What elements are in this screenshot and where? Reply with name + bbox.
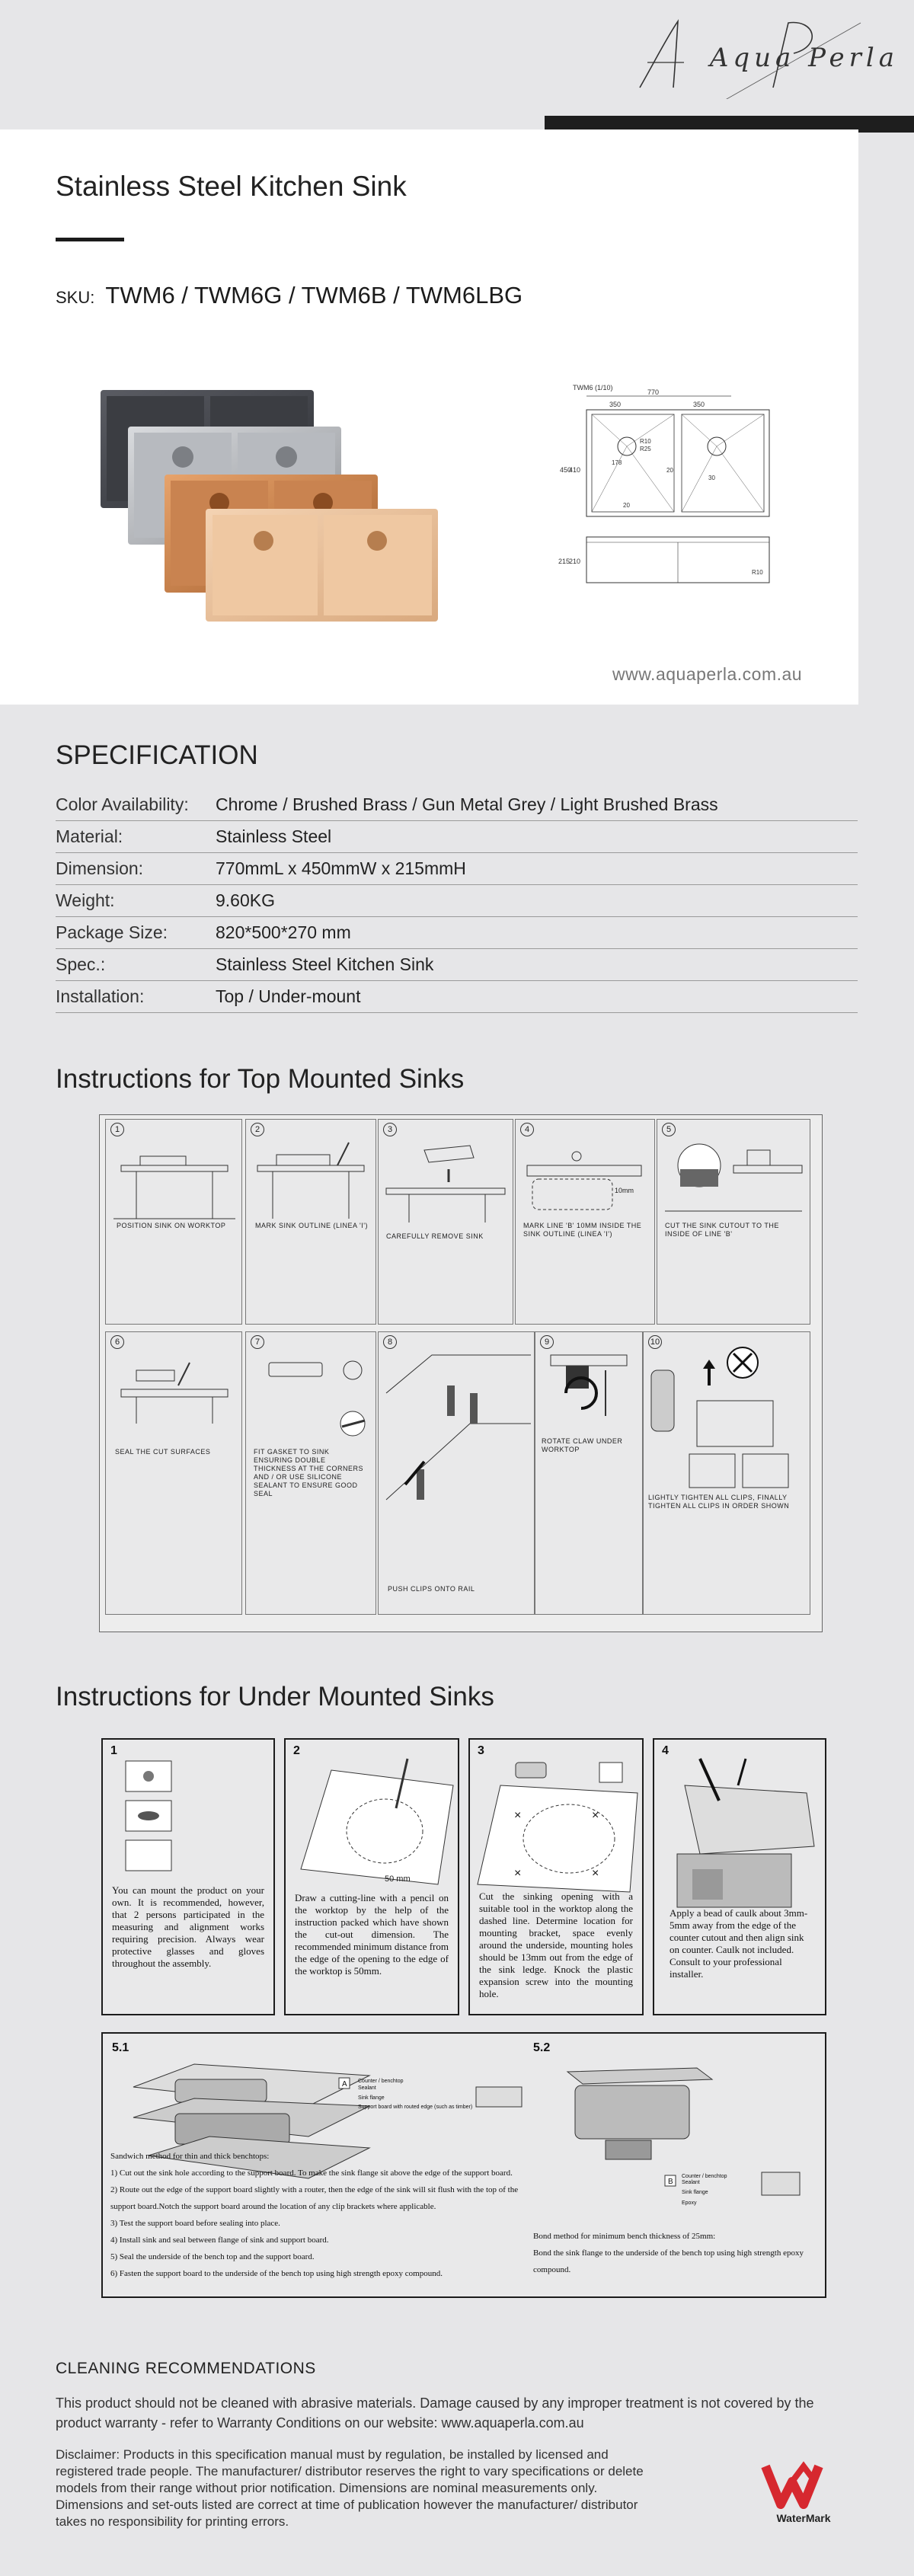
step-illustration xyxy=(470,1755,642,1900)
brand-name: Aqua Perla xyxy=(709,43,899,73)
drawing-inner: 410 xyxy=(569,466,581,474)
top-step-panel xyxy=(378,1119,513,1325)
spec-label: Spec.: xyxy=(56,954,106,974)
step-illustration xyxy=(644,1340,810,1492)
step-illustration xyxy=(246,1135,376,1226)
spec-heading: SPECIFICATION xyxy=(56,740,258,770)
spec-row xyxy=(56,821,858,853)
step-number: 3 xyxy=(383,1123,397,1136)
step-illustration xyxy=(246,1347,376,1439)
top-step-panel xyxy=(515,1119,655,1325)
under-step-panel xyxy=(653,1738,826,2015)
spec-label: Package Size: xyxy=(56,922,168,942)
spec-value: Chrome / Brushed Brass / Gun Metal Grey / Light Brushed Brass xyxy=(216,794,718,814)
x-mark-icon xyxy=(727,1347,758,1378)
spec-value: 770mmL x 450mmW x 215mmH xyxy=(216,858,466,878)
step-caption: ROTATE CLAW UNDER WORKTOP xyxy=(542,1437,623,1453)
step-text: You can mount the product on your own. It is recommended, however, that 2 persons participated in the measuring and alignment works requiring precision. Always wear protective glasses and gloves throughout the assembly. xyxy=(112,1884,264,1969)
legend-b: Sealant xyxy=(682,2180,700,2185)
label-a: A xyxy=(342,2080,347,2089)
sku-label: SKU: xyxy=(56,288,95,307)
step-number: 5.1 xyxy=(112,2041,129,2054)
spec-value: 9.60KG xyxy=(216,890,275,910)
drawing-h1: 215 xyxy=(558,558,570,565)
sink-render-image xyxy=(91,381,449,625)
top-step-panel xyxy=(643,1331,810,1615)
step-caption: PUSH CLIPS ONTO RAIL xyxy=(388,1585,475,1593)
disclaimer-text: Disclaimer: Products in this specification manual must by regulation, be installed by licensed and registered trade people. The manufacturer/ distributor reserves the right to vary specifications or delete models from their range without prior notification. Dimensions are nominal measurements only. Dimensions and set-outs listed are correct at time of publication however the manufacturer/ distributor takes no responsibility for printing errors. xyxy=(56,2447,644,2529)
watermark-label: WaterMark xyxy=(776,2512,831,2524)
step-dimension: 50 mm xyxy=(385,1874,411,1884)
cleaning-text: This product should not be cleaned with abrasive materials. Damage caused by any improper treatment is not covered by the product warranty - refer to Warranty Conditions on our website: www.aquaperla.com.au xyxy=(56,2395,814,2431)
svg-text:×: × xyxy=(514,1867,522,1880)
arrow-up-icon xyxy=(703,1360,715,1385)
step-number: 3 xyxy=(478,1744,484,1757)
spec-row xyxy=(56,885,858,917)
drawing-d1: 178 xyxy=(612,459,622,466)
page-title: Stainless Steel Kitchen Sink xyxy=(56,171,407,202)
svg-text:×: × xyxy=(514,1809,522,1822)
spec-label: Installation: xyxy=(56,986,145,1006)
step-caption: MARK SINK OUTLINE (LINEA 'I') xyxy=(255,1222,368,1229)
step-text: Apply a bead of caulk about 3mm-5mm away from the edge of the counter cutout and then align sink on counter. Caulk not included. Consult to your professional installer. xyxy=(670,1907,808,1980)
step-number: 4 xyxy=(662,1744,669,1757)
step-caption: MARK LINE 'B' 10MM INSIDE THE SINK OUTLINE (LINEA 'I') xyxy=(523,1222,642,1238)
legend-a: Sealant xyxy=(358,2085,376,2091)
spec-label: Dimension: xyxy=(56,858,144,878)
top-step-panel xyxy=(657,1119,810,1325)
spec-value: Stainless Steel xyxy=(216,826,332,846)
step-5-1-line: 4) Install sink and seal between flange of sink and support board. xyxy=(110,2236,329,2245)
step-illustration xyxy=(516,1135,654,1226)
step-5-2-text xyxy=(533,2228,807,2278)
legend-b: Sink flange xyxy=(682,2190,708,2195)
top-step-panel xyxy=(378,1331,535,1615)
legend-b: Counter / benchtop xyxy=(682,2174,727,2179)
step-illustration xyxy=(103,1755,273,1900)
step-text: Cut the sinking opening with a suitable tool in the worktop along the dashed line. Determine location for mounting bracket, space evenly around the underside, mounting holes should be 13mm out from the edge of the sink ledge. Knock the plastic expansion screw into the mounting hole. xyxy=(479,1890,633,1999)
watermark-logo xyxy=(758,2459,849,2512)
drawing-r2: R25 xyxy=(640,446,651,452)
step-caption: CAREFULLY REMOVE SINK xyxy=(386,1232,484,1240)
under-step-panel xyxy=(284,1738,459,2015)
step-number: 6 xyxy=(110,1335,124,1349)
step-number: 5.2 xyxy=(533,2041,551,2054)
step-caption: CUT THE SINK CUTOUT TO THE INSIDE OF LINE 'B' xyxy=(665,1222,779,1238)
spec-row xyxy=(56,789,858,821)
step-number: 7 xyxy=(251,1335,264,1349)
step-number: 5 xyxy=(662,1123,676,1136)
step-illustration xyxy=(106,1135,241,1226)
spec-label: Weight: xyxy=(56,890,115,910)
step-illustration xyxy=(535,1347,642,1439)
drawing-d3: 20 xyxy=(666,467,673,474)
spec-value: Stainless Steel Kitchen Sink xyxy=(216,954,434,974)
legend-a: Counter / benchtop xyxy=(358,2079,404,2084)
step-number: 1 xyxy=(110,1123,124,1136)
step-number: 9 xyxy=(540,1335,554,1349)
label-b: B xyxy=(668,2178,673,2186)
step-caption: FIT GASKET TO SINK ENSURING DOUBLE THICKNESS AT THE CORNERS AND / OR USE SILICONE SEALANT TO ENSURE GOOD SEAL xyxy=(254,1448,364,1497)
top-step-panel xyxy=(535,1331,643,1615)
spec-row xyxy=(56,981,858,1013)
drawing-r3: R10 xyxy=(752,569,763,576)
spec-row xyxy=(56,949,858,981)
top-step-panel xyxy=(105,1331,242,1615)
drawing-depth: 450 xyxy=(560,466,572,474)
legend-a: Sink flange xyxy=(358,2095,385,2101)
step-5-1-text xyxy=(110,2148,537,2282)
drawing-h2: 210 xyxy=(569,558,581,565)
spec-table xyxy=(56,789,858,1013)
step-caption: POSITION SINK ON WORKTOP xyxy=(117,1222,226,1229)
step-number: 8 xyxy=(383,1335,397,1349)
spec-label: Color Availability: xyxy=(56,794,189,814)
step-5-1-line: 2) Route out the edge of the support board slightly with a router, then the edge of the sink will sit flush with the top of the support board.Notch the support board around the location of any clip brackets where applicable. xyxy=(110,2185,519,2211)
drawing-overall-width: 770 xyxy=(647,388,660,396)
step-number: 2 xyxy=(293,1744,300,1757)
under-step-5-panel xyxy=(101,2032,826,2298)
drawing-bowl-right: 350 xyxy=(693,401,705,408)
top-step-panel xyxy=(245,1119,376,1325)
step-caption: SEAL THE CUT SURFACES xyxy=(115,1448,211,1456)
sku-value: TWM6 / TWM6G / TWM6B / TWM6LBG xyxy=(105,282,523,308)
drawing-d4: 30 xyxy=(708,475,715,481)
website-link[interactable]: www.aquaperla.com.au xyxy=(612,664,803,684)
step-5-2-line: Bond method for minimum bench thickness of 25mm: xyxy=(533,2232,716,2241)
step-number: 1 xyxy=(110,1744,117,1757)
step-illustration xyxy=(657,1135,810,1226)
step-5-1-line: 6) Fasten the support board to the underside of the bench top using high strength epoxy compound. xyxy=(110,2269,443,2278)
step-5-2-line: Bond the sink flange to the underside of the bench top using high strength epoxy compound. xyxy=(533,2248,804,2274)
step-illustration xyxy=(379,1347,534,1545)
under-step-panel xyxy=(468,1738,644,2015)
legend-a: Support board with routed edge (such as timber) xyxy=(358,2105,473,2110)
step-number: 4 xyxy=(520,1123,534,1136)
drawing-model: TWM6 (1/10) xyxy=(573,384,613,392)
step-illustration xyxy=(654,1755,825,1915)
step-number: 10 xyxy=(648,1335,662,1349)
spec-value: Top / Under-mount xyxy=(216,986,361,1006)
svg-text:×: × xyxy=(592,1809,599,1822)
drawing-bowl-left: 350 xyxy=(609,401,622,408)
top-mount-heading: Instructions for Top Mounted Sinks xyxy=(56,1064,465,1094)
spec-value: 820*500*270 mm xyxy=(216,922,351,942)
spec-label: Material: xyxy=(56,826,123,846)
step-illustration xyxy=(106,1347,241,1439)
spec-row xyxy=(56,917,858,949)
svg-text:×: × xyxy=(592,1867,599,1880)
step-illustration xyxy=(379,1135,513,1226)
step-text: Draw a cutting-line with a pencil on the worktop by the help of the instruction packed which have shown the cut-out dimension. The recommended minimum distance from the edge of the opening to the edge of the worktop is 50mm. xyxy=(295,1892,449,1977)
step-caption: LIGHTLY TIGHTEN ALL CLIPS, FINALLY TIGHTEN ALL CLIPS IN ORDER SHOWN xyxy=(648,1494,790,1510)
drawing-r1: R10 xyxy=(640,438,651,445)
title-underline xyxy=(56,238,124,241)
step-5-1-line: 3) Test the support board before sealing into place. xyxy=(110,2219,280,2228)
step-illustration xyxy=(286,1755,458,1900)
legend-b: Epoxy xyxy=(682,2200,697,2206)
cleaning-heading: CLEANING RECOMMENDATIONS xyxy=(56,2360,316,2377)
step-5-1-intro: Sandwich method for thin and thick benchtops: xyxy=(110,2152,270,2161)
spec-row xyxy=(56,853,858,885)
under-mount-heading: Instructions for Under Mounted Sinks xyxy=(56,1682,494,1711)
drawing-d2: 20 xyxy=(623,502,630,509)
under-step-panel xyxy=(101,1738,275,2015)
step-5-1-line: 5) Seal the underside of the bench top and the support board. xyxy=(110,2252,315,2261)
sku-line xyxy=(56,282,523,309)
step-number: 2 xyxy=(251,1123,264,1136)
step-dimension: 10mm xyxy=(615,1187,634,1194)
top-step-panel xyxy=(105,1119,242,1325)
technical-drawing xyxy=(545,381,811,590)
step-5-1-line: 1) Cut out the sink hole according to the support board. To make the sink flange sit above the edge of the support board. xyxy=(110,2169,513,2178)
top-step-panel xyxy=(245,1331,376,1615)
